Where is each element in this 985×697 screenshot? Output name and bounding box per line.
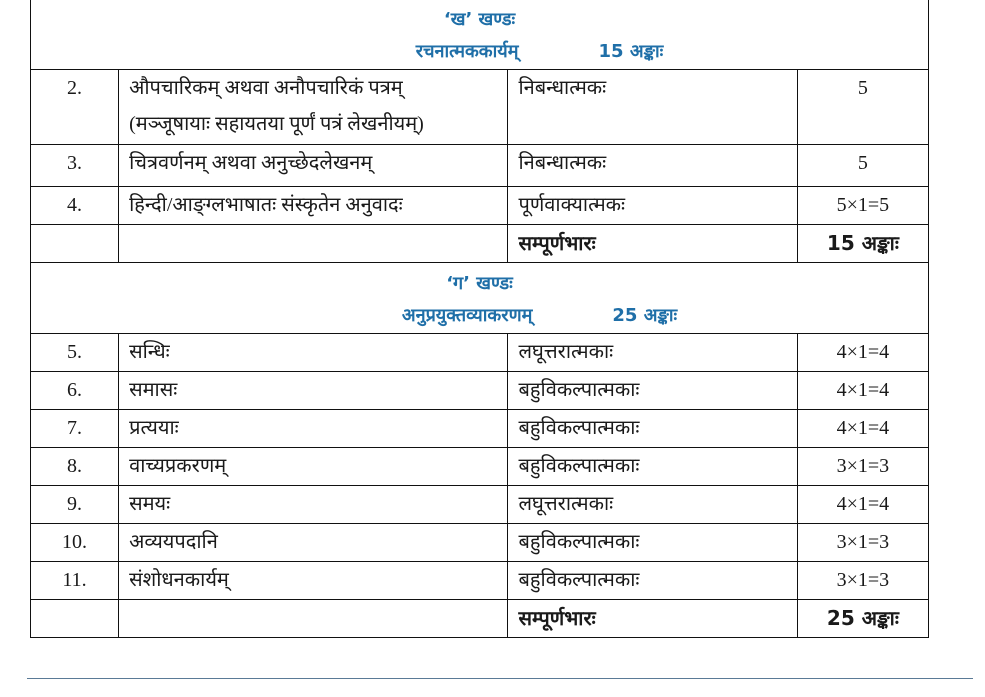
section-title: ‘ख’ खण्डः <box>443 9 516 30</box>
table-row <box>31 334 929 372</box>
question-marks: 3×1=3 <box>797 448 928 486</box>
question-number: 4. <box>31 187 119 225</box>
question-topic: समयः <box>119 486 508 524</box>
empty-cell <box>31 600 119 638</box>
question-number: 11. <box>31 562 119 600</box>
empty-cell <box>31 225 119 263</box>
question-type: बहुविकल्पात्मकाः <box>508 562 797 600</box>
table-row <box>31 70 929 145</box>
table-row <box>31 448 929 486</box>
section-ga-header <box>31 263 929 334</box>
question-type: लघूत्तरात्मकाः <box>508 334 797 372</box>
question-number: 10. <box>31 524 119 562</box>
question-marks: 4×1=4 <box>797 410 928 448</box>
question-marks: 3×1=3 <box>797 562 928 600</box>
question-marks: 4×1=4 <box>797 372 928 410</box>
question-topic <box>119 70 508 145</box>
section-subtitle-row <box>31 35 928 69</box>
question-topic: समासः <box>119 372 508 410</box>
question-topic: संशोधनकार्यम् <box>119 562 508 600</box>
question-type: बहुविकल्पात्मकाः <box>508 524 797 562</box>
question-number: 2. <box>31 70 119 145</box>
total-label: सम्पूर्णभारः <box>508 225 797 263</box>
section-title: ‘ग’ खण्डः <box>446 273 513 294</box>
marks-distribution-table <box>30 0 929 638</box>
total-marks: 25 अङ्काः <box>797 600 928 638</box>
table-row <box>31 524 929 562</box>
section-subtitle: रचनात्मककार्यम् <box>415 41 519 62</box>
section-marks: 15 अङ्काः <box>598 41 664 62</box>
question-topic: चित्रवर्णनम् अथवा अनुच्छेदलेखनम् <box>119 145 508 187</box>
question-marks: 5 <box>797 145 928 187</box>
question-type: निबन्धात्मकः <box>508 70 797 145</box>
topic-line-2: (मञ्जूषायाः सहायतया पूर्णं पत्रं लेखनीयम्) <box>129 113 424 135</box>
empty-cell <box>119 225 508 263</box>
section-marks: 25 अङ्काः <box>612 305 678 326</box>
question-type: लघूत्तरात्मकाः <box>508 486 797 524</box>
total-row <box>31 225 929 263</box>
question-number: 7. <box>31 410 119 448</box>
question-topic: हिन्दी/आङ्ग्लभाषातः संस्कृतेन अनुवादः <box>119 187 508 225</box>
question-number: 6. <box>31 372 119 410</box>
topic-line-1: औपचारिकम् अथवा अनौपचारिकं पत्रम् <box>129 77 403 99</box>
question-topic: वाच्यप्रकरणम् <box>119 448 508 486</box>
question-marks: 3×1=3 <box>797 524 928 562</box>
question-marks: 5×1=5 <box>797 187 928 225</box>
section-header-cell <box>31 0 929 70</box>
question-type: निबन्धात्मकः <box>508 145 797 187</box>
section-kha-header <box>31 0 929 70</box>
table-row <box>31 145 929 187</box>
question-marks: 4×1=4 <box>797 486 928 524</box>
section-subtitle: अनुप्रयुक्तव्याकरणम् <box>401 305 533 326</box>
question-number: 8. <box>31 448 119 486</box>
empty-cell <box>119 600 508 638</box>
question-marks: 4×1=4 <box>797 334 928 372</box>
table-row <box>31 486 929 524</box>
total-label: सम्पूर्णभारः <box>508 600 797 638</box>
table-row <box>31 562 929 600</box>
table-row <box>31 410 929 448</box>
table-row <box>31 187 929 225</box>
question-type: बहुविकल्पात्मकाः <box>508 372 797 410</box>
question-number: 9. <box>31 486 119 524</box>
total-marks: 15 अङ्काः <box>797 225 928 263</box>
question-topic: अव्ययपदानि <box>119 524 508 562</box>
question-type: बहुविकल्पात्मकाः <box>508 410 797 448</box>
question-number: 5. <box>31 334 119 372</box>
question-type: बहुविकल्पात्मकाः <box>508 448 797 486</box>
footer-divider <box>27 678 973 679</box>
question-topic: प्रत्ययाः <box>119 410 508 448</box>
section-header-cell <box>31 263 929 334</box>
question-marks: 5 <box>797 70 928 145</box>
question-number: 3. <box>31 145 119 187</box>
total-row <box>31 600 929 638</box>
question-topic: सन्धिः <box>119 334 508 372</box>
table-row <box>31 372 929 410</box>
section-subtitle-row <box>31 299 928 333</box>
question-type: पूर्णवाक्यात्मकः <box>508 187 797 225</box>
